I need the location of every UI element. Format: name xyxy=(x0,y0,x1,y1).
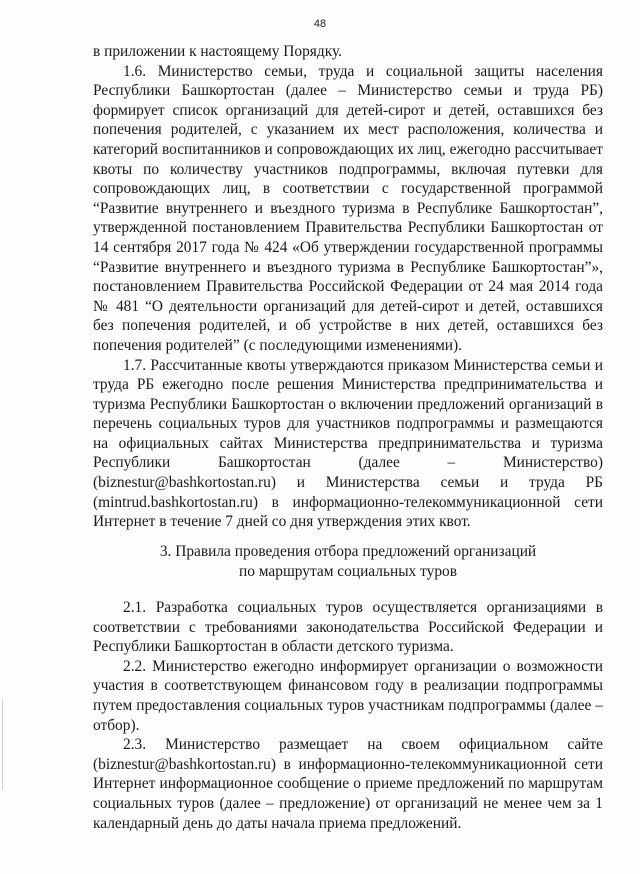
section-heading-line-1: 3. Правила проведения отбора предложений организаций xyxy=(159,543,537,560)
paragraph-2-1: 2.1. Разработка социальных туров осуществляется организациями в соответствии с требованиями законодательства Российской Федерации и Республики Башкортостан в области детского туризма. xyxy=(93,599,603,656)
page-number: 48 xyxy=(313,18,327,30)
section-heading xyxy=(93,542,603,581)
section-three-text xyxy=(93,598,603,833)
paragraph-2-2: 2.2. Министерство ежегодно информирует организации о возможности участия в соответствующем финансовом году в реализации подпрограммы путем предоставления социальных туров участникам подпрограммы (далее – отбор). xyxy=(93,657,603,734)
paragraph-1-6: 1.6. Министерство семьи, труда и социальной защиты населения Республики Башкортостан (далее – Министерство семьи и труда РБ) формирует список организаций для детей-сирот и детей, оставшихся без попечения родителей, с указанием их мест расположения, количества и категорий воспитанников и сопровождающих их лиц, ежегодно рассчитывает квоты по количеству участников подпрограммы, включая путевки для сопровождающих лиц, в соответствии с государственной программой “Развитие внутреннего и въездного туризма в Республике Башкортостан”, утвержденной постановлением Правительства Республики Башкортостан от 14 сентября 2017 года № 424 «Об утверждении государственной программы “Развитие внутреннего и въездного туризма в Республике Башкортостан”», постановлением Правительства Российской Федерации от 24 мая 2014 года № 481 “О деятельности организаций для детей-сирот и детей, оставшихся без попечения родителей, и об устройстве в них детей, оставшихся без попечения родителей” (с последующими изменениями). xyxy=(93,62,603,354)
section-heading-line-2: по маршрутам социальных туров xyxy=(239,562,457,580)
paragraph-continuation: в приложении к настоящему Порядку. xyxy=(93,43,342,60)
section-one-text xyxy=(93,42,603,532)
scan-edge-mark xyxy=(2,700,3,790)
paragraph-2-3: 2.3. Министерство размещает на своем официальном сайте (biznestur@bashkortostan.ru) в информационно-телекоммуникационной сети Интернет информационное сообщение о приеме предложений по маршрутам социальных туров (далее – предложение) от организаций не менее чем за 1 календарный день до даты начала приема предложений. xyxy=(93,736,603,832)
paragraph-1-7: 1.7. Рассчитанные квоты утверждаются приказом Министерства семьи и труда РБ ежегодно после решения Министерства предпринимательства и туризма Республики Башкортостан о включении предложений организаций в перечень социальных туров для участников подпрограммы и размещаются на официальных сайтах Министерства предпринимательства и туризма Республики Башкортостан (далее – Министерство) (biznestur@bashkortostan.ru) и Министерства семьи и труда РБ (mintrud.bashkortostan.ru) в информационно-телекоммуникационной сети Интернет в течение 7 дней со дня утверждения этих квот. xyxy=(93,356,603,531)
